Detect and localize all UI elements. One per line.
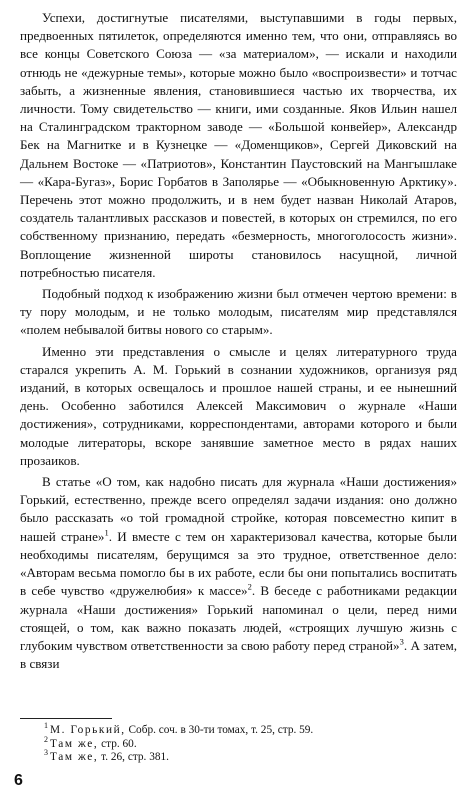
footnote-text: т. 26, стр. 381. [98,751,169,764]
footnotes [20,721,457,765]
paragraph-4-part-4: . А затем, в связи [20,637,458,672]
main-text [20,9,457,673]
footnote-ref-2: 2 [247,581,252,592]
footnote-text: Собр. соч. в 30-ти томах, т. 25, стр. 59. [125,724,314,736]
footnote-divider [20,718,112,719]
footnote-ref-3: 3 [399,636,404,647]
footnote-number: 2 [44,734,48,744]
paragraph-3: Именно эти представления о смысле и целях литературного труда старался укрепить А. М. Горький в сознании художников, организуя ряд изданий, в которых освещалось и прошлое нашей страны, и ее нынешний день. Особенно заботился Алексей Максимович о журнале «Наши достижения», сотрудниками, корреспондентами, авторами которого и были молодые литераторы, вскоре занявшие заметное место в рядах наших прозаиков. [20,343,457,468]
footnote-1 [20,721,457,738]
paragraph-4-part-2: . И вместе с тем он характеризовал качества, которые были необходимы писателям, берущимся за это трудное, ответственное дело: «Авторам весьма помогло бы в их работе, если бы они попытались воспитать в себе чувство «дружелюбия» к массе» [20,528,457,599]
footnote-2 [20,734,457,752]
footnote-number: 3 [44,748,48,758]
paragraph-4-part-1: В статье «О том, как надобно писать для журнала «Наши достижения» Горький, естественно, прежде всего определял задачи издания: оно должно было рассказать «о той громадной стройке, которая повсеместно кипит в нашей стране» [20,474,457,544]
footnote-3 [20,748,457,765]
footnote-author: Там же, [50,737,99,750]
paragraph-4-part-3: . В беседе с работниками редакции журнала «Наши достижения» Горький напоминал о цели, перед ними стоящей, о том, как важно показать людей, «строящих лучшую жизнь с глубоким чувством ответственности за свою работу перед страной» [20,583,457,653]
paragraph-1: Успехи, достигнутые писателями, выступавшими в годы первых, предвоенных пятилеток, определяются именно тем, что они, отправляясь во все концы Советского Союза — «за материалом», — искали и находили отнюдь не «дежурные темы», которые можно было «воспроизвести» и тотчас забыть, а жизненные явления, становившиеся частью их творчества, их личности. Тому свидетельство — книги, ими созданные. Яков Ильин нашел на Сталинградском тракторном заводе — «Большой конвейер», Александр Бек на Магнитке и в Кузнецке — «Доменщиков», Сергей Диковский на Дальнем Востоке — «Патриотов», Константин Паустовский на Мангышлаке — «Кара-Бугаз», Борис Горбатов в Заполярье — «Обыкновенную Арктику». Перечень этот можно продолжить, и в нем будет назван Николай Атаров, создатель талантливых рассказов и повестей, в которых он стремился, по его собственному признанию, передать «безмерность, многоголосость жизни». Воплощение жизненной широты становилось насущной, личной потребностью писателя. [20,10,457,280]
page-number: 6 [14,772,23,789]
footnote-author: М. Горький, [50,724,126,736]
footnote-text: стр. 60. [98,737,137,750]
paragraph-4 [20,473,457,673]
footnote-author: Там же, [50,751,99,764]
footnote-ref-1: 1 [104,527,109,538]
footnote-number: 1 [44,721,48,731]
paragraph-2: Подобный подход к изображению жизни был отмечен чертою времени: в ту пору молодым, и не только молодым, писателям мир представлялся «полем небывалой битвы нового со старым». [20,286,457,338]
